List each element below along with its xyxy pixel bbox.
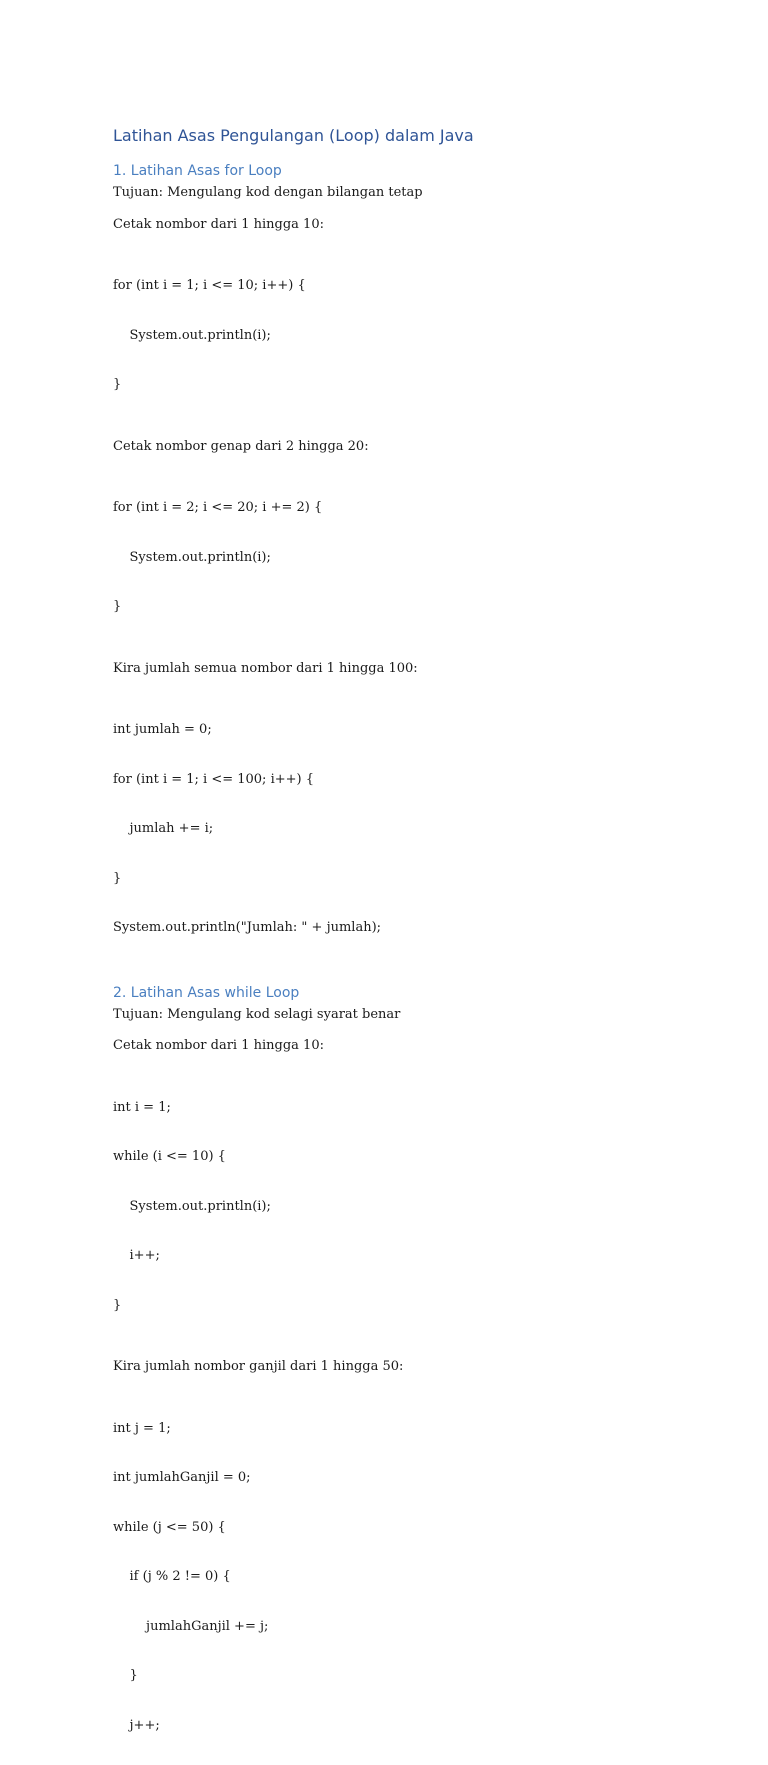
code-line: jumlah += i; (113, 819, 713, 839)
code-line: System.out.println(i); (113, 548, 713, 568)
code-line: i++; (113, 1246, 713, 1266)
code-line: if (j % 2 != 0) { (113, 1567, 713, 1587)
code-line: j++; (113, 1716, 713, 1736)
example-caption: Cetak nombor genap dari 2 hingga 20: (113, 437, 713, 457)
section-while-loop (113, 981, 713, 1765)
code-line: int jumlahGanjil = 0; (113, 1468, 713, 1488)
code-line: } (113, 597, 713, 617)
code-line: jumlahGanjil += j; (113, 1617, 713, 1637)
code-line: int jumlah = 0; (113, 720, 713, 740)
code-line: } (113, 1666, 713, 1686)
code-line: System.out.println("Jumlah: " + jumlah); (113, 918, 713, 938)
code-line: for (int i = 1; i <= 100; i++) { (113, 770, 713, 790)
code-line: System.out.println(i); (113, 1197, 713, 1217)
code-line: } (113, 1296, 713, 1316)
document-title: Latihan Asas Pengulangan (Loop) dalam Java (113, 123, 713, 149)
code-line: for (int i = 2; i <= 20; i += 2) { (113, 498, 713, 518)
example-caption: Cetak nombor dari 1 hingga 10: (113, 1036, 713, 1056)
example-caption: Kira jumlah nombor ganjil dari 1 hingga 50: (113, 1357, 713, 1377)
code-block (113, 468, 713, 647)
code-line: while (j <= 50) { (113, 1518, 713, 1538)
section-heading: 1. Latihan Asas for Loop (113, 159, 713, 183)
code-line: int i = 1; (113, 1098, 713, 1118)
code-line: } (113, 869, 713, 889)
example-caption: Kira jumlah semua nombor dari 1 hingga 100: (113, 659, 713, 679)
example-caption: Cetak nombor dari 1 hingga 10: (113, 215, 713, 235)
code-line: System.out.println(i); (113, 326, 713, 346)
code-block (113, 1389, 713, 1765)
code-block (113, 1068, 713, 1346)
document-page (113, 123, 713, 1765)
code-line: while (i <= 10) { (113, 1147, 713, 1167)
section-goal: Tujuan: Mengulang kod selagi syarat benar (113, 1005, 713, 1025)
code-line: for (int i = 1; i <= 10; i++) { (113, 276, 713, 296)
section-goal: Tujuan: Mengulang kod dengan bilangan tetap (113, 183, 713, 203)
code-block (113, 690, 713, 968)
section-for-loop (113, 159, 713, 968)
code-line: } (113, 375, 713, 395)
section-heading: 2. Latihan Asas while Loop (113, 981, 713, 1005)
code-line: int j = 1; (113, 1419, 713, 1439)
code-block (113, 246, 713, 425)
